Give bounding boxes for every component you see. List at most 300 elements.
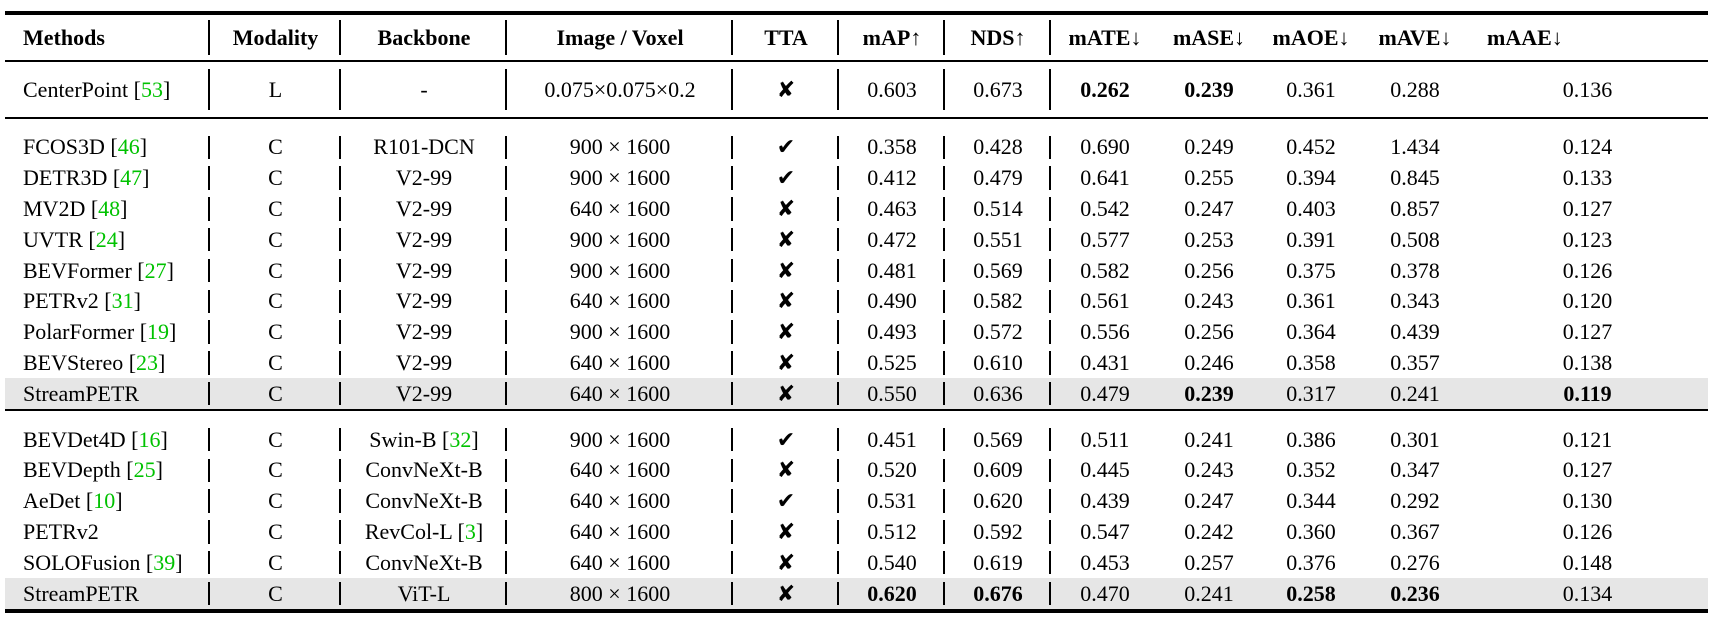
method-name: DETR3D [23,165,108,191]
tta-cell [733,194,839,225]
mate-value: 0.556 [1080,319,1130,345]
method-name: AeDet [23,488,81,514]
mate-cell [1051,348,1159,379]
tta-cell [733,224,839,255]
mate-value: 0.561 [1080,288,1130,314]
mave-value: 1.434 [1390,134,1440,160]
mase-cell [1159,317,1259,348]
resolution-value: 0.075×0.075×0.2 [544,76,696,102]
table-row [5,547,1708,578]
nds-value: 0.673 [973,76,1023,102]
nds-value: 0.609 [973,457,1023,483]
maoe-cell [1259,455,1363,486]
method-cell: PolarFormer [19] [5,317,210,348]
maae-value: 0.134 [1562,580,1613,606]
citation-link[interactable]: 39 [153,549,176,575]
mate-value: 0.690 [1080,134,1130,160]
mave-cell [1363,61,1467,118]
mase-cell [1159,61,1259,118]
maae-value: 0.121 [1562,426,1613,452]
table-row [5,486,1708,517]
mate-value: 0.431 [1080,349,1130,375]
citation-link[interactable]: 3 [464,518,476,544]
resolution-value: 900 × 1600 [569,165,671,191]
mave-cell [1363,455,1467,486]
mase-cell [1159,578,1259,611]
method-name: BEVDepth [23,457,121,483]
backbone-value: Swin-B [369,426,437,452]
header-nds: NDS↑ [945,13,1051,61]
method-name: MV2D [23,195,86,221]
tta-cell [733,378,839,410]
spacer-cell [5,410,1708,424]
citation-link[interactable]: 24 [95,226,118,252]
modality-value: C [268,226,283,252]
modality-cell [210,578,341,611]
resolution-cell [507,517,733,548]
method-cell: BEVStereo [23] [5,348,210,379]
citation-link[interactable]: 23 [136,349,159,375]
nds-cell [945,286,1051,317]
tta-mark: ✘ [776,196,796,222]
map-value: 0.412 [867,165,917,191]
maae-cell [1467,194,1708,225]
mase-value: 0.247 [1184,488,1234,514]
mave-cell [1363,424,1467,455]
mate-cell [1051,317,1159,348]
nds-value: 0.569 [973,426,1023,452]
backbone-cell [341,317,507,348]
mave-value: 0.236 [1390,580,1440,606]
mate-cell [1051,224,1159,255]
map-cell [839,132,945,163]
mase-cell [1159,132,1259,163]
citation-link[interactable]: 47 [120,165,143,191]
mave-cell [1363,224,1467,255]
maoe-value: 0.344 [1286,488,1336,514]
nds-cell [945,455,1051,486]
maae-cell [1467,424,1708,455]
tta-cell [733,578,839,611]
method-name: PolarFormer [23,319,135,345]
backbone-cell: RevCol-L [3] [341,517,507,548]
method-cell: BEVDepth [25] [5,455,210,486]
modality-cell [210,163,341,194]
tta-mark: ✔ [776,489,796,515]
tta-mark: ✘ [776,77,796,103]
backbone-cell [341,378,507,410]
mate-cell [1051,486,1159,517]
header-map: mAP↑ [839,13,945,61]
method-name: UVTR [23,226,83,252]
backbone-value: R101-DCN [373,134,475,160]
nds-cell [945,517,1051,548]
map-value: 0.520 [867,457,917,483]
citation-link[interactable]: 10 [93,488,116,514]
modality-value: C [268,134,283,160]
header-maoe: mAOE↓ [1259,13,1363,61]
tta-cell [733,61,839,118]
map-value: 0.512 [867,518,917,544]
mase-value: 0.239 [1184,76,1234,102]
nds-value: 0.582 [973,288,1023,314]
maae-value: 0.124 [1562,134,1613,160]
mase-value: 0.243 [1184,288,1234,314]
mate-cell [1051,378,1159,410]
nds-cell [945,255,1051,286]
maae-value: 0.126 [1562,257,1613,283]
method-name: BEVStereo [23,349,124,375]
header-tta: TTA [733,13,839,61]
mase-value: 0.253 [1184,226,1234,252]
mate-value: 0.453 [1080,549,1130,575]
resolution-cell [507,61,733,118]
method-cell [5,378,210,410]
method-cell: CenterPoint [53] [5,61,210,118]
backbone-value: ViT-L [397,580,451,606]
map-value: 0.525 [867,349,917,375]
method-cell: MV2D [48] [5,194,210,225]
maoe-cell [1259,578,1363,611]
map-cell [839,194,945,225]
map-value: 0.472 [867,226,917,252]
resolution-cell [507,424,733,455]
resolution-value: 900 × 1600 [569,319,671,345]
tta-cell [733,255,839,286]
map-cell [839,455,945,486]
resolution-value: 640 × 1600 [569,457,671,483]
mase-cell [1159,255,1259,286]
backbone-cell [341,486,507,517]
tta-mark: ✔ [776,427,796,453]
map-cell [839,224,945,255]
tta-mark: ✔ [776,135,796,161]
citation-link[interactable]: 25 [133,457,156,483]
maoe-cell [1259,547,1363,578]
tta-mark: ✘ [776,581,796,607]
maoe-value: 0.317 [1286,380,1336,406]
citation-link[interactable]: 27 [144,257,167,283]
maoe-cell [1259,424,1363,455]
table-row [5,348,1708,379]
method-cell: BEVFormer [27] [5,255,210,286]
resolution-cell [507,163,733,194]
mase-cell [1159,486,1259,517]
maoe-cell [1259,132,1363,163]
map-cell [839,578,945,611]
citation-link[interactable]: 16 [138,426,161,452]
map-value: 0.620 [867,580,917,606]
backbone-value: V2-99 [395,257,453,283]
backbone-cell [341,455,507,486]
nds-cell [945,224,1051,255]
tta-mark: ✘ [776,289,796,315]
header-backbone: Backbone [341,13,507,61]
maoe-cell [1259,317,1363,348]
tta-mark: ✘ [776,258,796,284]
maoe-value: 0.364 [1286,319,1336,345]
map-value: 0.603 [867,76,917,102]
tta-cell [733,486,839,517]
backbone-cell: Swin-B [32] [341,424,507,455]
mase-value: 0.239 [1184,380,1234,406]
maoe-value: 0.358 [1286,349,1336,375]
backbone-value: V2-99 [395,349,453,375]
mase-value: 0.241 [1184,580,1234,606]
table-row [5,224,1708,255]
nds-value: 0.610 [973,349,1023,375]
maae-value: 0.130 [1562,488,1613,514]
maoe-cell [1259,61,1363,118]
resolution-value: 640 × 1600 [569,288,671,314]
modality-cell [210,486,341,517]
nds-value: 0.619 [973,549,1023,575]
maae-cell [1467,163,1708,194]
mave-value: 0.508 [1390,226,1440,252]
maae-value: 0.127 [1562,457,1613,483]
backbone-cell [341,348,507,379]
mase-value: 0.256 [1184,319,1234,345]
mave-cell [1363,255,1467,286]
backbone-cell [341,163,507,194]
mate-value: 0.479 [1080,380,1130,406]
maae-cell [1467,517,1708,548]
method-name: PETRv2 [23,288,99,314]
maoe-cell [1259,163,1363,194]
resolution-cell [507,132,733,163]
method-cell: SOLOFusion [39] [5,547,210,578]
modality-value: C [268,549,283,575]
mase-value: 0.242 [1184,518,1234,544]
nds-cell [945,132,1051,163]
table-row [5,455,1708,486]
backbone-value: V2-99 [395,288,453,314]
mave-value: 0.357 [1390,349,1440,375]
maae-value: 0.148 [1562,549,1613,575]
nds-cell [945,424,1051,455]
map-cell [839,378,945,410]
header-methods: Methods [5,13,210,61]
map-value: 0.451 [867,426,917,452]
header-image-voxel: Image / Voxel [507,13,733,61]
mate-value: 0.542 [1080,195,1130,221]
maoe-value: 0.386 [1286,426,1336,452]
mase-cell [1159,348,1259,379]
maoe-cell [1259,194,1363,225]
map-cell [839,163,945,194]
maoe-value: 0.258 [1286,580,1336,606]
modality-cell [210,455,341,486]
modality-value: C [268,457,283,483]
mave-value: 0.347 [1390,457,1440,483]
resolution-cell [507,194,733,225]
mase-cell [1159,517,1259,548]
resolution-value: 900 × 1600 [569,134,671,160]
resolution-value: 900 × 1600 [569,226,671,252]
maoe-value: 0.403 [1286,195,1336,221]
mase-value: 0.247 [1184,195,1234,221]
modality-cell [210,424,341,455]
mave-value: 0.288 [1390,76,1440,102]
mate-cell [1051,424,1159,455]
mate-cell [1051,255,1159,286]
maae-cell [1467,547,1708,578]
mave-cell [1363,547,1467,578]
tta-cell [733,348,839,379]
mate-cell [1051,194,1159,225]
modality-value: C [268,580,283,606]
method-name: BEVDet4D [23,426,126,452]
table-row [5,61,1708,118]
citation-link[interactable]: 19 [147,319,170,345]
modality-value: L [268,76,283,102]
modality-cell [210,61,341,118]
maae-value: 0.126 [1562,518,1613,544]
mase-cell [1159,224,1259,255]
mave-value: 0.378 [1390,257,1440,283]
mave-value: 0.343 [1390,288,1440,314]
modality-cell [210,224,341,255]
resolution-cell [507,317,733,348]
mase-value: 0.246 [1184,349,1234,375]
maae-value: 0.119 [1563,380,1612,406]
modality-value: C [268,195,283,221]
table-row [5,378,1708,410]
map-value: 0.481 [867,257,917,283]
table-row [5,286,1708,317]
modality-value: C [268,518,283,544]
nds-cell [945,317,1051,348]
method-cell [5,517,210,548]
header-mate: mATE↓ [1051,13,1159,61]
maae-value: 0.127 [1562,195,1613,221]
citation-link[interactable]: 31 [111,288,134,314]
map-value: 0.550 [867,380,917,406]
maae-cell [1467,286,1708,317]
mate-cell [1051,455,1159,486]
mave-cell [1363,132,1467,163]
maoe-cell [1259,348,1363,379]
resolution-value: 640 × 1600 [569,549,671,575]
backbone-value: V2-99 [395,319,453,345]
nds-value: 0.620 [973,488,1023,514]
mave-cell [1363,286,1467,317]
resolution-value: 900 × 1600 [569,257,671,283]
maae-value: 0.136 [1562,76,1613,102]
method-name: StreamPETR [23,580,140,606]
table-row [5,517,1708,548]
nds-value: 0.676 [973,580,1023,606]
modality-value: C [268,165,283,191]
mave-cell [1363,486,1467,517]
mave-cell [1363,578,1467,611]
nds-value: 0.551 [973,226,1023,252]
modality-cell [210,378,341,410]
map-value: 0.358 [867,134,917,160]
nds-value: 0.428 [973,134,1023,160]
modality-cell [210,194,341,225]
citation-link[interactable]: 46 [117,134,140,160]
header-maae: mAAE↓ [1467,13,1708,61]
method-cell: FCOS3D [46] [5,132,210,163]
maae-value: 0.120 [1562,288,1613,314]
mave-cell [1363,317,1467,348]
citation-link[interactable]: 53 [140,76,163,102]
backbone-value: ConvNeXt-B [365,488,483,514]
map-value: 0.463 [867,195,917,221]
tta-cell [733,424,839,455]
maae-cell [1467,455,1708,486]
tta-mark: ✔ [776,166,796,192]
modality-value: C [268,488,283,514]
modality-cell [210,348,341,379]
maoe-cell [1259,517,1363,548]
mate-cell [1051,517,1159,548]
mase-value: 0.257 [1184,549,1234,575]
maoe-value: 0.361 [1286,288,1336,314]
maoe-value: 0.352 [1286,457,1336,483]
map-cell [839,517,945,548]
maae-value: 0.133 [1562,165,1613,191]
nds-cell [945,194,1051,225]
mave-value: 0.241 [1390,380,1440,406]
mave-value: 0.857 [1390,195,1440,221]
maoe-cell [1259,255,1363,286]
maoe-cell [1259,286,1363,317]
maoe-value: 0.360 [1286,518,1336,544]
resolution-value: 640 × 1600 [569,518,671,544]
nds-cell [945,378,1051,410]
header-row [5,13,1708,61]
resolution-value: 900 × 1600 [569,426,671,452]
modality-value: C [268,319,283,345]
citation-link[interactable]: 48 [98,195,121,221]
resolution-value: 640 × 1600 [569,380,671,406]
table-row [5,578,1708,611]
maae-cell [1467,224,1708,255]
mave-value: 0.276 [1390,549,1440,575]
mave-value: 0.845 [1390,165,1440,191]
table-row [5,424,1708,455]
tta-mark: ✘ [776,227,796,253]
resolution-value: 800 × 1600 [569,580,671,606]
method-name: BEVFormer [23,257,132,283]
tta-cell [733,455,839,486]
backbone-cell [341,578,507,611]
mase-cell [1159,194,1259,225]
maae-cell [1467,348,1708,379]
results-table [5,11,1708,613]
resolution-cell [507,486,733,517]
maae-cell [1467,317,1708,348]
mase-value: 0.241 [1184,426,1234,452]
map-value: 0.540 [867,549,917,575]
maae-cell [1467,578,1708,611]
header-modality: Modality [210,13,341,61]
citation-link[interactable]: 32 [449,426,472,452]
nds-value: 0.479 [973,165,1023,191]
resolution-cell [507,286,733,317]
nds-value: 0.572 [973,319,1023,345]
backbone-value: V2-99 [395,165,453,191]
spacer-row [5,118,1708,132]
table-row [5,255,1708,286]
mase-cell [1159,286,1259,317]
backbone-cell [341,194,507,225]
resolution-cell [507,348,733,379]
map-cell [839,424,945,455]
maoe-value: 0.375 [1286,257,1336,283]
